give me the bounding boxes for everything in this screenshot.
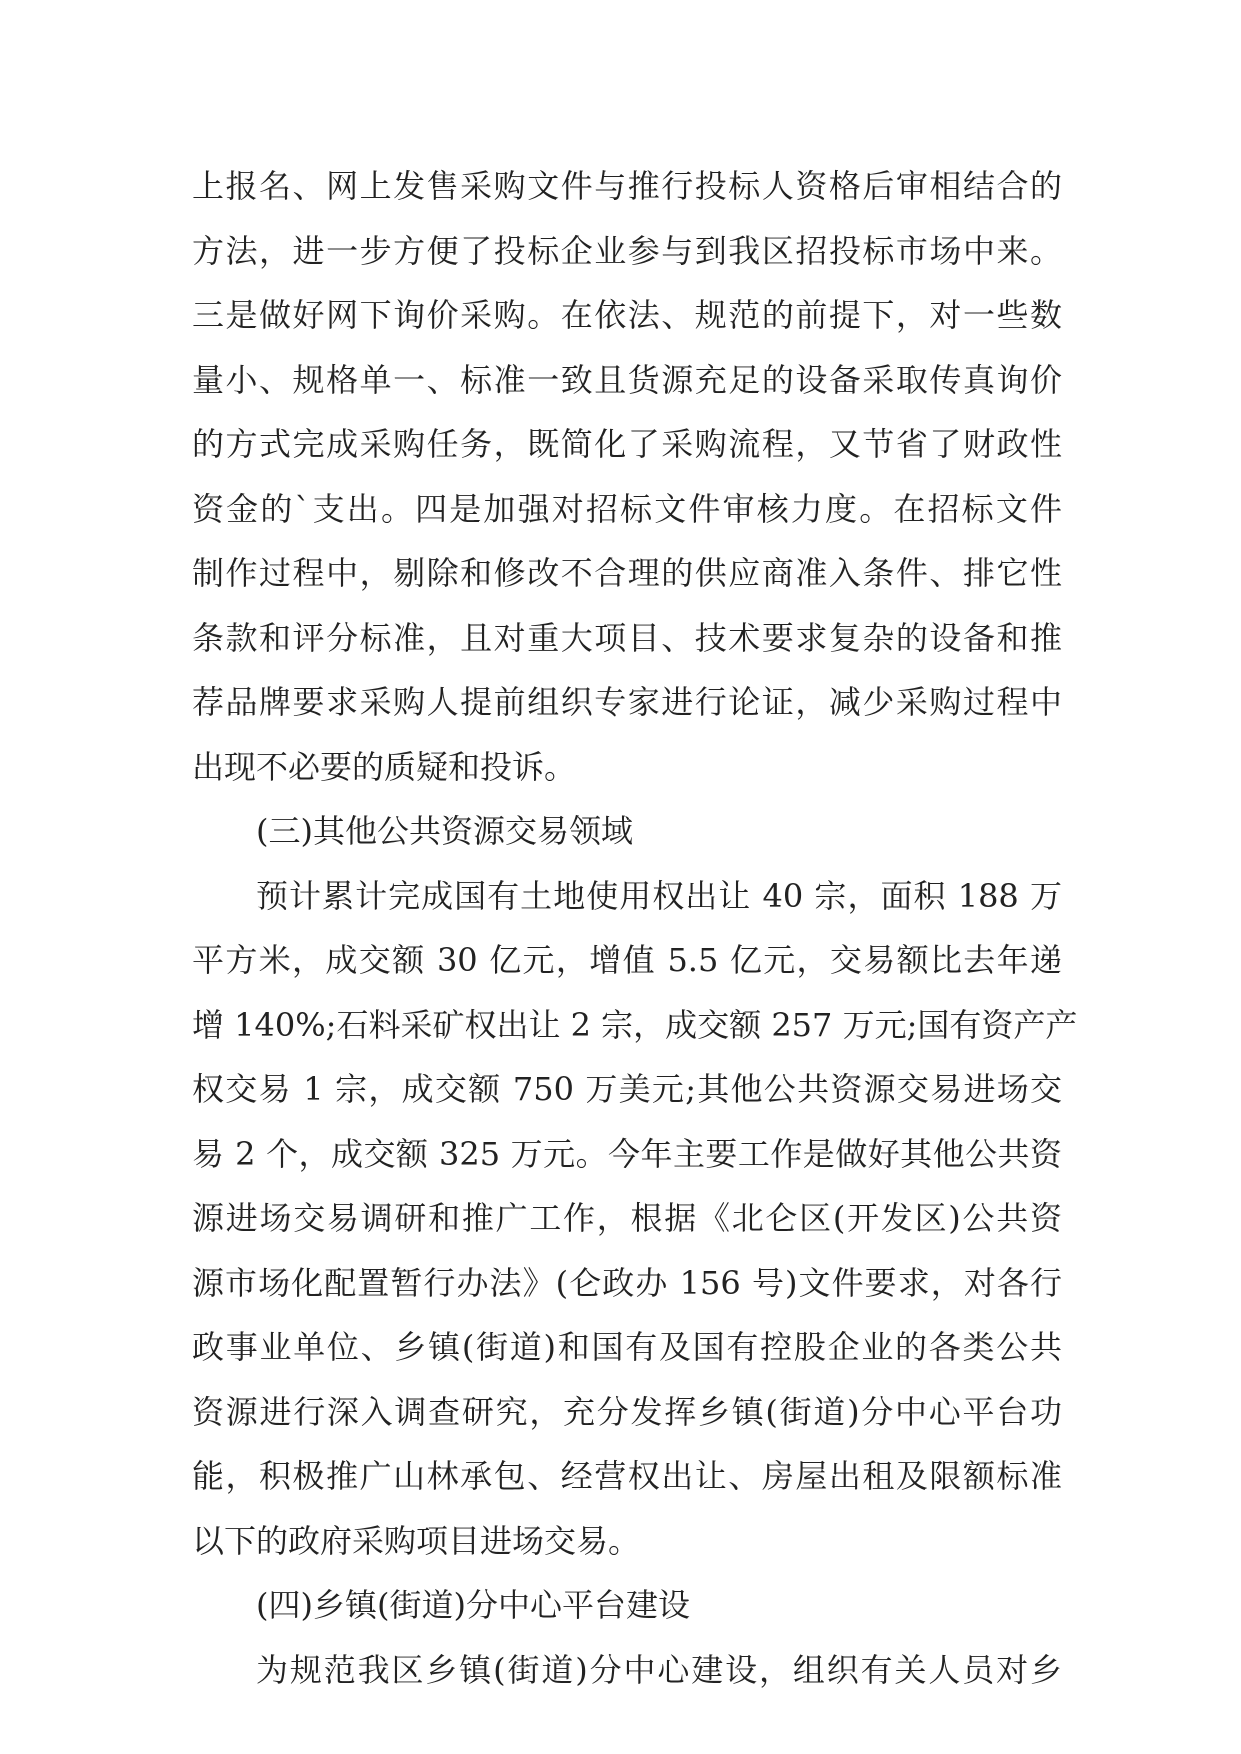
text-line: 政事业单位、乡镇(街道)和国有及国有控股企业的各类公共 — [192, 1328, 1062, 1366]
text-line: 制作过程中，剔除和修改不合理的供应商准入条件、排它性 — [192, 554, 1062, 592]
text-line: 为规范我区乡镇(街道)分中心建设，组织有关人员对乡 — [256, 1650, 1062, 1689]
text-line: 资金的`支出。四是加强对招标文件审核力度。在招标文件 — [192, 489, 1062, 528]
text-line: 平方米，成交额 30 亿元，增值 5.5 亿元，交易额比去年递 — [192, 941, 1062, 979]
text-line: 荐品牌要求采购人提前组织专家进行论证，减少采购过程中 — [192, 683, 1062, 721]
text-line: 量小、规格单一、标准一致且货源充足的设备采取传真询价 — [192, 360, 1062, 399]
text-line: 条款和评分标准，且对重大项目、技术要求复杂的设备和推 — [192, 618, 1062, 657]
text-line: 源市场化配置暂行办法》(仑政办 156 号)文件要求，对各行 — [192, 1263, 1062, 1302]
text-line: 源进场交易调研和推广工作，根据《北仑区(开发区)公共资 — [192, 1199, 1062, 1237]
body-text — [192, 154, 1078, 1702]
text-line: 方法，进一步方便了投标企业参与到我区招投标市场中来。 — [192, 231, 1062, 270]
text-line: 增 140%;石料采矿权出让 2 宗，成交额 257 万元;国有资产产 — [192, 1005, 1078, 1044]
text-line: 出现不必要的质疑和投诉。 — [192, 747, 577, 786]
text-line: 上报名、网上发售采购文件与推行投标人资格后审相结合的 — [192, 167, 1062, 205]
text-line: 权交易 1 宗，成交额 750 万美元;其他公共资源交易进场交 — [192, 1070, 1062, 1108]
text-line: 预计累计完成国有土地使用权出让 40 宗，面积 188 万 — [256, 876, 1062, 915]
text-line: (三)其他公共资源交易领域 — [256, 812, 633, 850]
text-line: 资源进行深入调查研究，充分发挥乡镇(街道)分中心平台功 — [192, 1392, 1062, 1431]
text-line: 易 2 个，成交额 325 万元。今年主要工作是做好其他公共资 — [192, 1134, 1062, 1173]
text-line: (四)乡镇(街道)分中心平台建设 — [256, 1586, 690, 1624]
text-line: 以下的政府采购项目进场交易。 — [192, 1521, 641, 1560]
text-line: 的方式完成采购任务，既简化了采购流程，又节省了财政性 — [192, 425, 1062, 463]
text-line: 能，积极推广山林承包、经营权出让、房屋出租及限额标准 — [192, 1457, 1062, 1495]
text-line: 三是做好网下询价采购。在依法、规范的前提下，对一些数 — [192, 296, 1062, 334]
